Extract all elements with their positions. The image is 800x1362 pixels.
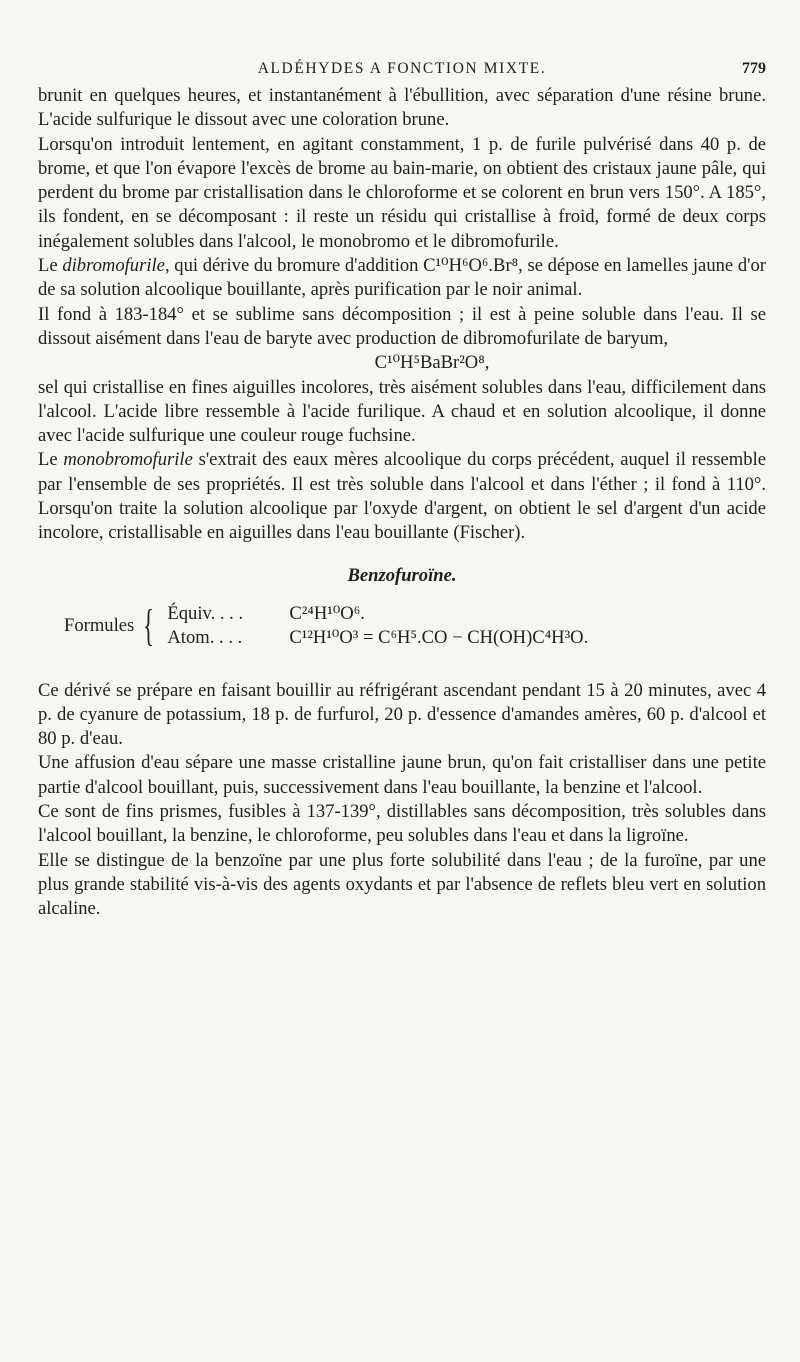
brace-icon: { (143, 601, 155, 651)
formula-value: C¹²H¹⁰O³ = C⁶H⁵.CO − CH(OH)C⁴H³O. (289, 627, 589, 649)
formulas-label: Formules (64, 615, 135, 637)
dibromo-paragraph (38, 254, 766, 303)
body-text (38, 84, 766, 922)
compound-name-dibromofurile: dibromofurile (62, 255, 165, 277)
formula-value: C²⁴H¹⁰O⁶. (289, 602, 365, 624)
formulas-block (64, 602, 766, 651)
formula-key: Équiv. . . . (167, 602, 244, 624)
compound-name-monobromofurile: monobromofurile (63, 449, 193, 471)
paragraph-lead: Le (38, 255, 63, 277)
section-title: Benzofuroïne. (347, 564, 457, 586)
baryum-formula: C¹⁰H⁵BaBr²O⁸, (374, 352, 490, 374)
paragraph: Lorsqu'on introduit lentement, en agitant constamment, 1 p. de furile pulvérisé dans 40 p. de brome, et que l'on évapore l'excès de brome au bain-marie, on obtient des cristaux jaune pâle, qui perdent du brome par cristallisation dans le chloroforme et se colorent en brun vers 150°. A 185°, ils fondent, en se décomposant : il reste un résidu qui cristallise à froid, formé de deux corps inégalement solubles dans l'alcool, le monobromo et le dibromofurile. (38, 133, 766, 252)
page-header (38, 60, 766, 82)
paragraph: Une affusion d'eau sépare une masse cristalline jaune brun, qu'on fait cristalliser dans une petite partie d'alcool bouillant, puis, successivement dans l'eau bouillante, la benzine et l'alcool. (38, 752, 766, 798)
formula-key: Atom. . . . (167, 627, 243, 649)
paragraph: Ce dérivé se prépare en faisant bouillir au réfrigérant ascendant pendant 15 à 20 minutes, avec 4 p. de cyanure de potassium, 18 p. de furfurol, 20 p. d'essence d'amandes amères, 60 p. d'alcool et 80 p. d'eau. (38, 679, 766, 750)
formula-row-equiv (167, 602, 588, 626)
formula-rows (167, 602, 588, 651)
running-title: ALDÉHYDES A FONCTION MIXTE. (257, 60, 547, 77)
paragraph: Il fond à 183-184° et se sublime sans décomposition ; il est à peine soluble dans l'eau. Il se dissout aisément dans l'eau de baryte avec production de dibromofurilate de baryum, (38, 303, 766, 349)
paragraph: brunit en quelques heures, et instantanément à l'ébullition, avec séparation d'une résine brune. L'acide sulfurique le dissout avec une coloration brune. (38, 85, 766, 131)
paragraph-text: s'extrait des eaux mères alcoolique du corps précédent, auquel il ressemble par l'ensemble de ses propriétés. Il est très soluble dans l'alcool et dans l'éther ; il fond à 110°. Lorsqu'on traite la solution alcoolique par l'oxyde d'argent, on obtient le sel d'argent d'un acide incolore, cristallisable en aiguilles dans l'eau bouillante (Fischer). (38, 449, 766, 544)
page-number: 779 (742, 60, 766, 77)
monobromo-paragraph (38, 448, 766, 545)
paragraph: Elle se distingue de la benzoïne par une plus forte solubilité dans l'eau ; de la furoïne, par une plus grande stabilité vis-à-vis des agents oxydants et par l'absence de reflets bleu vert en solution alcaline. (38, 849, 766, 920)
paragraph-lead: Le (38, 449, 64, 471)
paragraph: Ce sont de fins prismes, fusibles à 137-139°, distillables sans décomposition, très solubles dans l'alcool bouillant, la benzine, le chloroforme, peu solubles dans l'eau et dans la ligroïne. (38, 801, 766, 847)
formula-row-atom (167, 626, 588, 650)
paragraph: sel qui cristallise en fines aiguilles incolores, très aisément solubles dans l'eau, difficilement dans l'alcool. L'acide libre ressemble à l'acide furilique. A chaud et en solution alcoolique, il donne avec l'acide sulfurique une couleur rouge fuchsine. (38, 376, 766, 447)
paragraph-text: , qui dérive du bromure d'addition C¹⁰H⁶O⁶.Br⁸, se dépose en lamelles jaune d'or de sa solution alcoolique bouillante, après purification par le noir animal. (38, 255, 766, 301)
